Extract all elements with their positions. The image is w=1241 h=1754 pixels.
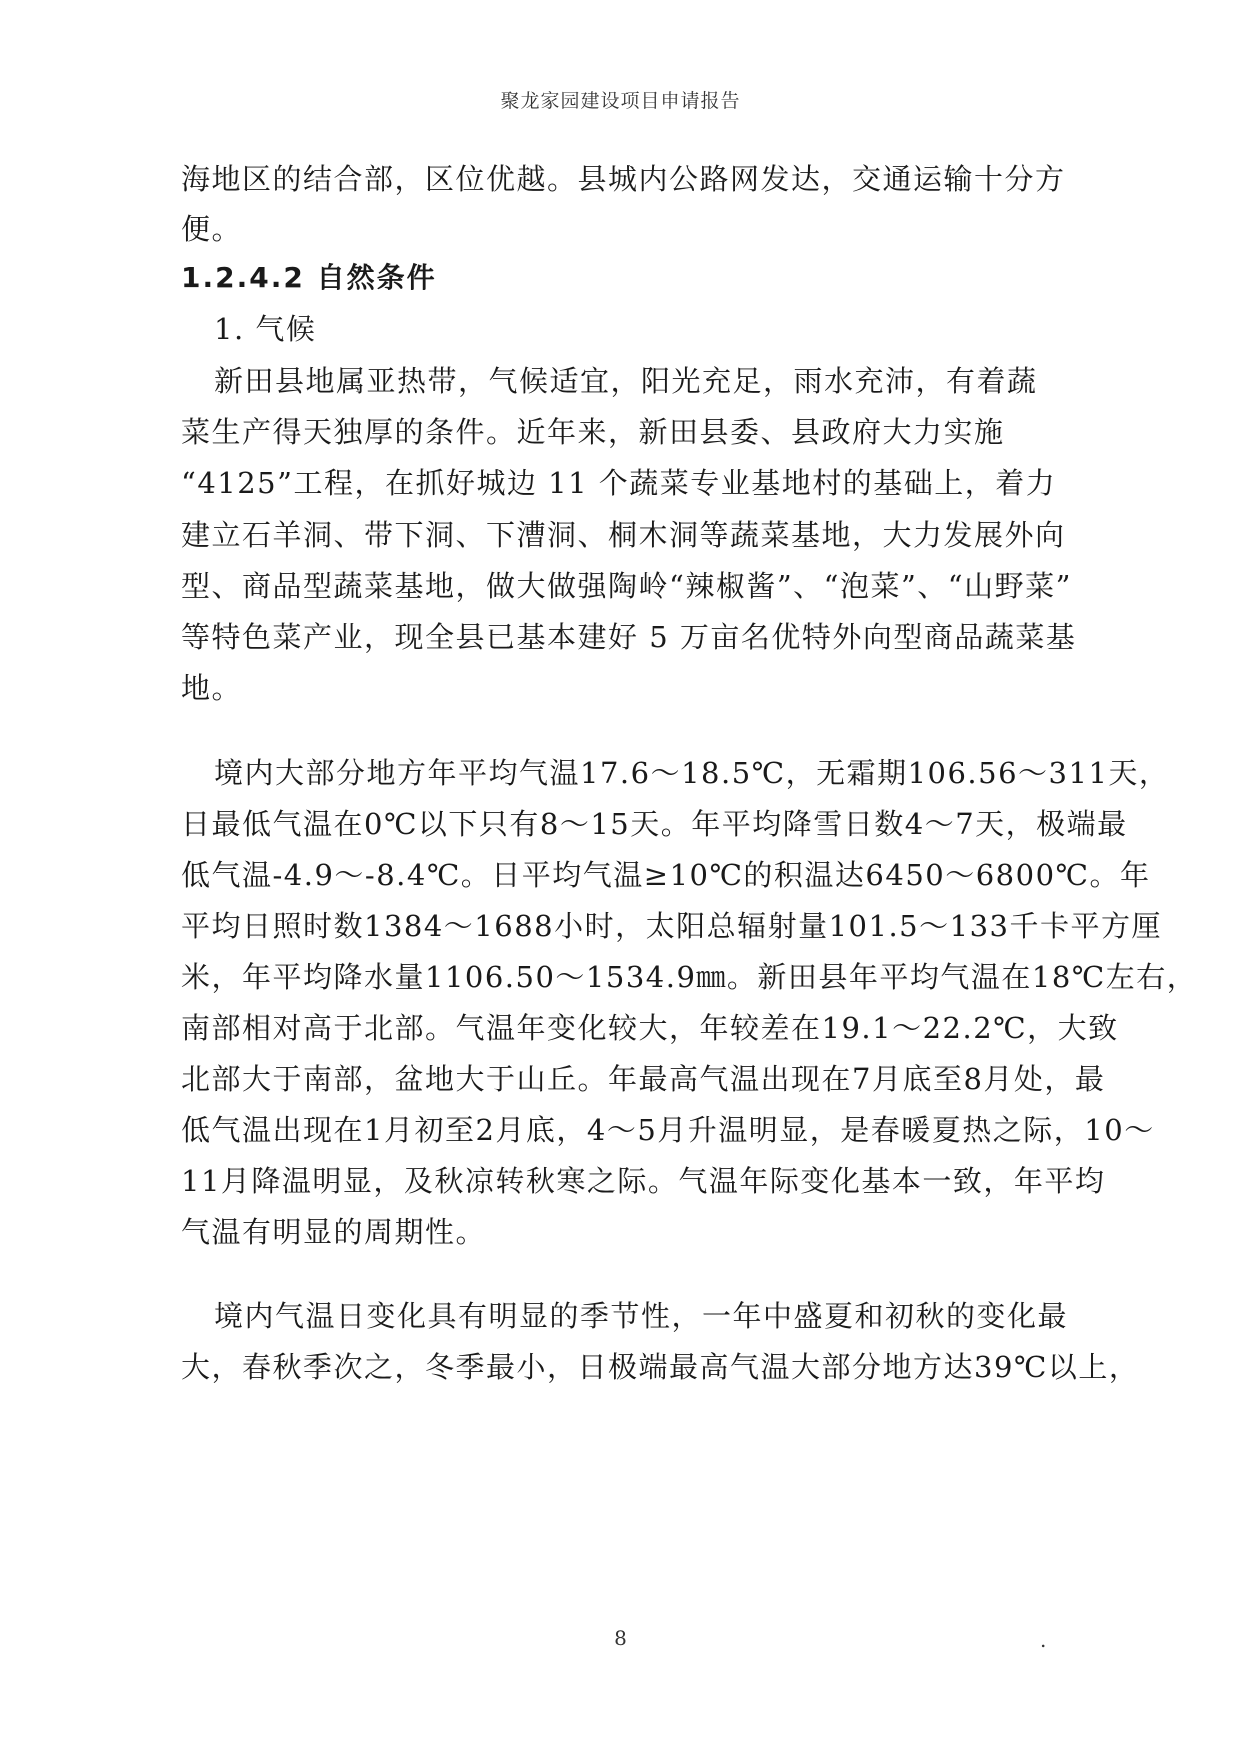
paragraph-line: 低气温出现在1月初至2月底，4～5月升温明显，是春暖夏热之际，10～ <box>181 1113 1155 1147</box>
header-rule <box>180 122 1060 123</box>
paragraph-line: 境内气温日变化具有明显的季节性，一年中盛夏和初秋的变化最 <box>214 1299 1069 1333</box>
paragraph-line: 型、商品型蔬菜基地，做大做强陶岭“辣椒酱”、“泡菜”、“山野菜” <box>181 569 1072 603</box>
subheading-climate: 1. 气候 <box>214 312 317 346</box>
page-header: 聚龙家园建设项目申请报告 <box>500 90 741 112</box>
paragraph-line: 低气温-4.9～-8.4℃。日平均气温≥10℃的积温达6450～6800℃。年 <box>181 858 1151 892</box>
paragraph-line: 建立石羊洞、带下洞、下漕洞、桐木洞等蔬菜基地，大力发展外向 <box>181 518 1066 552</box>
paragraph-line: 地。 <box>181 671 243 705</box>
paragraph-line: 境内大部分地方年平均气温17.6～18.5℃，无霜期106.56～311天， <box>214 756 1170 790</box>
paragraph-line: “4125”工程，在抓好城边 11 个蔬菜专业基地村的基础上，着力 <box>181 466 1057 500</box>
corner-mark: . <box>1040 1628 1047 1652</box>
paragraph-line: 菜生产得天独厚的条件。近年来，新田县委、县政府大力实施 <box>181 415 1005 449</box>
paragraph-line: 新田县地属亚热带，气候适宜，阳光充足，雨水充沛，有着蔬 <box>214 364 1038 398</box>
paragraph-line: 等特色菜产业，现全县已基本建好 5 万亩名优特外向型商品蔬菜基 <box>181 620 1077 654</box>
paragraph-line: 气温有明显的周期性。 <box>181 1215 487 1249</box>
paragraph-line: 11月降温明显，及秋凉转秋寒之际。气温年际变化基本一致，年平均 <box>181 1164 1106 1198</box>
paragraph-line: 南部相对高于北部。气温年变化较大，年较差在19.1～22.2℃，大致 <box>181 1011 1119 1045</box>
paragraph-line: 平均日照时数1384～1688小时，太阳总辐射量101.5～133千卡平方厘 <box>181 909 1162 943</box>
paragraph-line: 日最低气温在0℃以下只有8～15天。年平均降雪日数4～7天，极端最 <box>181 807 1128 841</box>
paragraph-line: 米，年平均降水量1106.50～1534.9㎜。新田县年平均气温在18℃左右， <box>181 960 1198 994</box>
page-number: 8 <box>614 1626 627 1650</box>
paragraph-line: 大，春秋季次之，冬季最小，日极端最高气温大部分地方达39℃以上， <box>181 1350 1140 1384</box>
intro-line: 便。 <box>181 212 243 246</box>
paragraph-line: 北部大于南部，盆地大于山丘。年最高气温出现在7月底至8月处，最 <box>181 1062 1106 1096</box>
section-heading: 1.2.4.2 自然条件 <box>181 261 437 294</box>
intro-line: 海地区的结合部，区位优越。县城内公路网发达，交通运输十分方 <box>181 162 1066 196</box>
